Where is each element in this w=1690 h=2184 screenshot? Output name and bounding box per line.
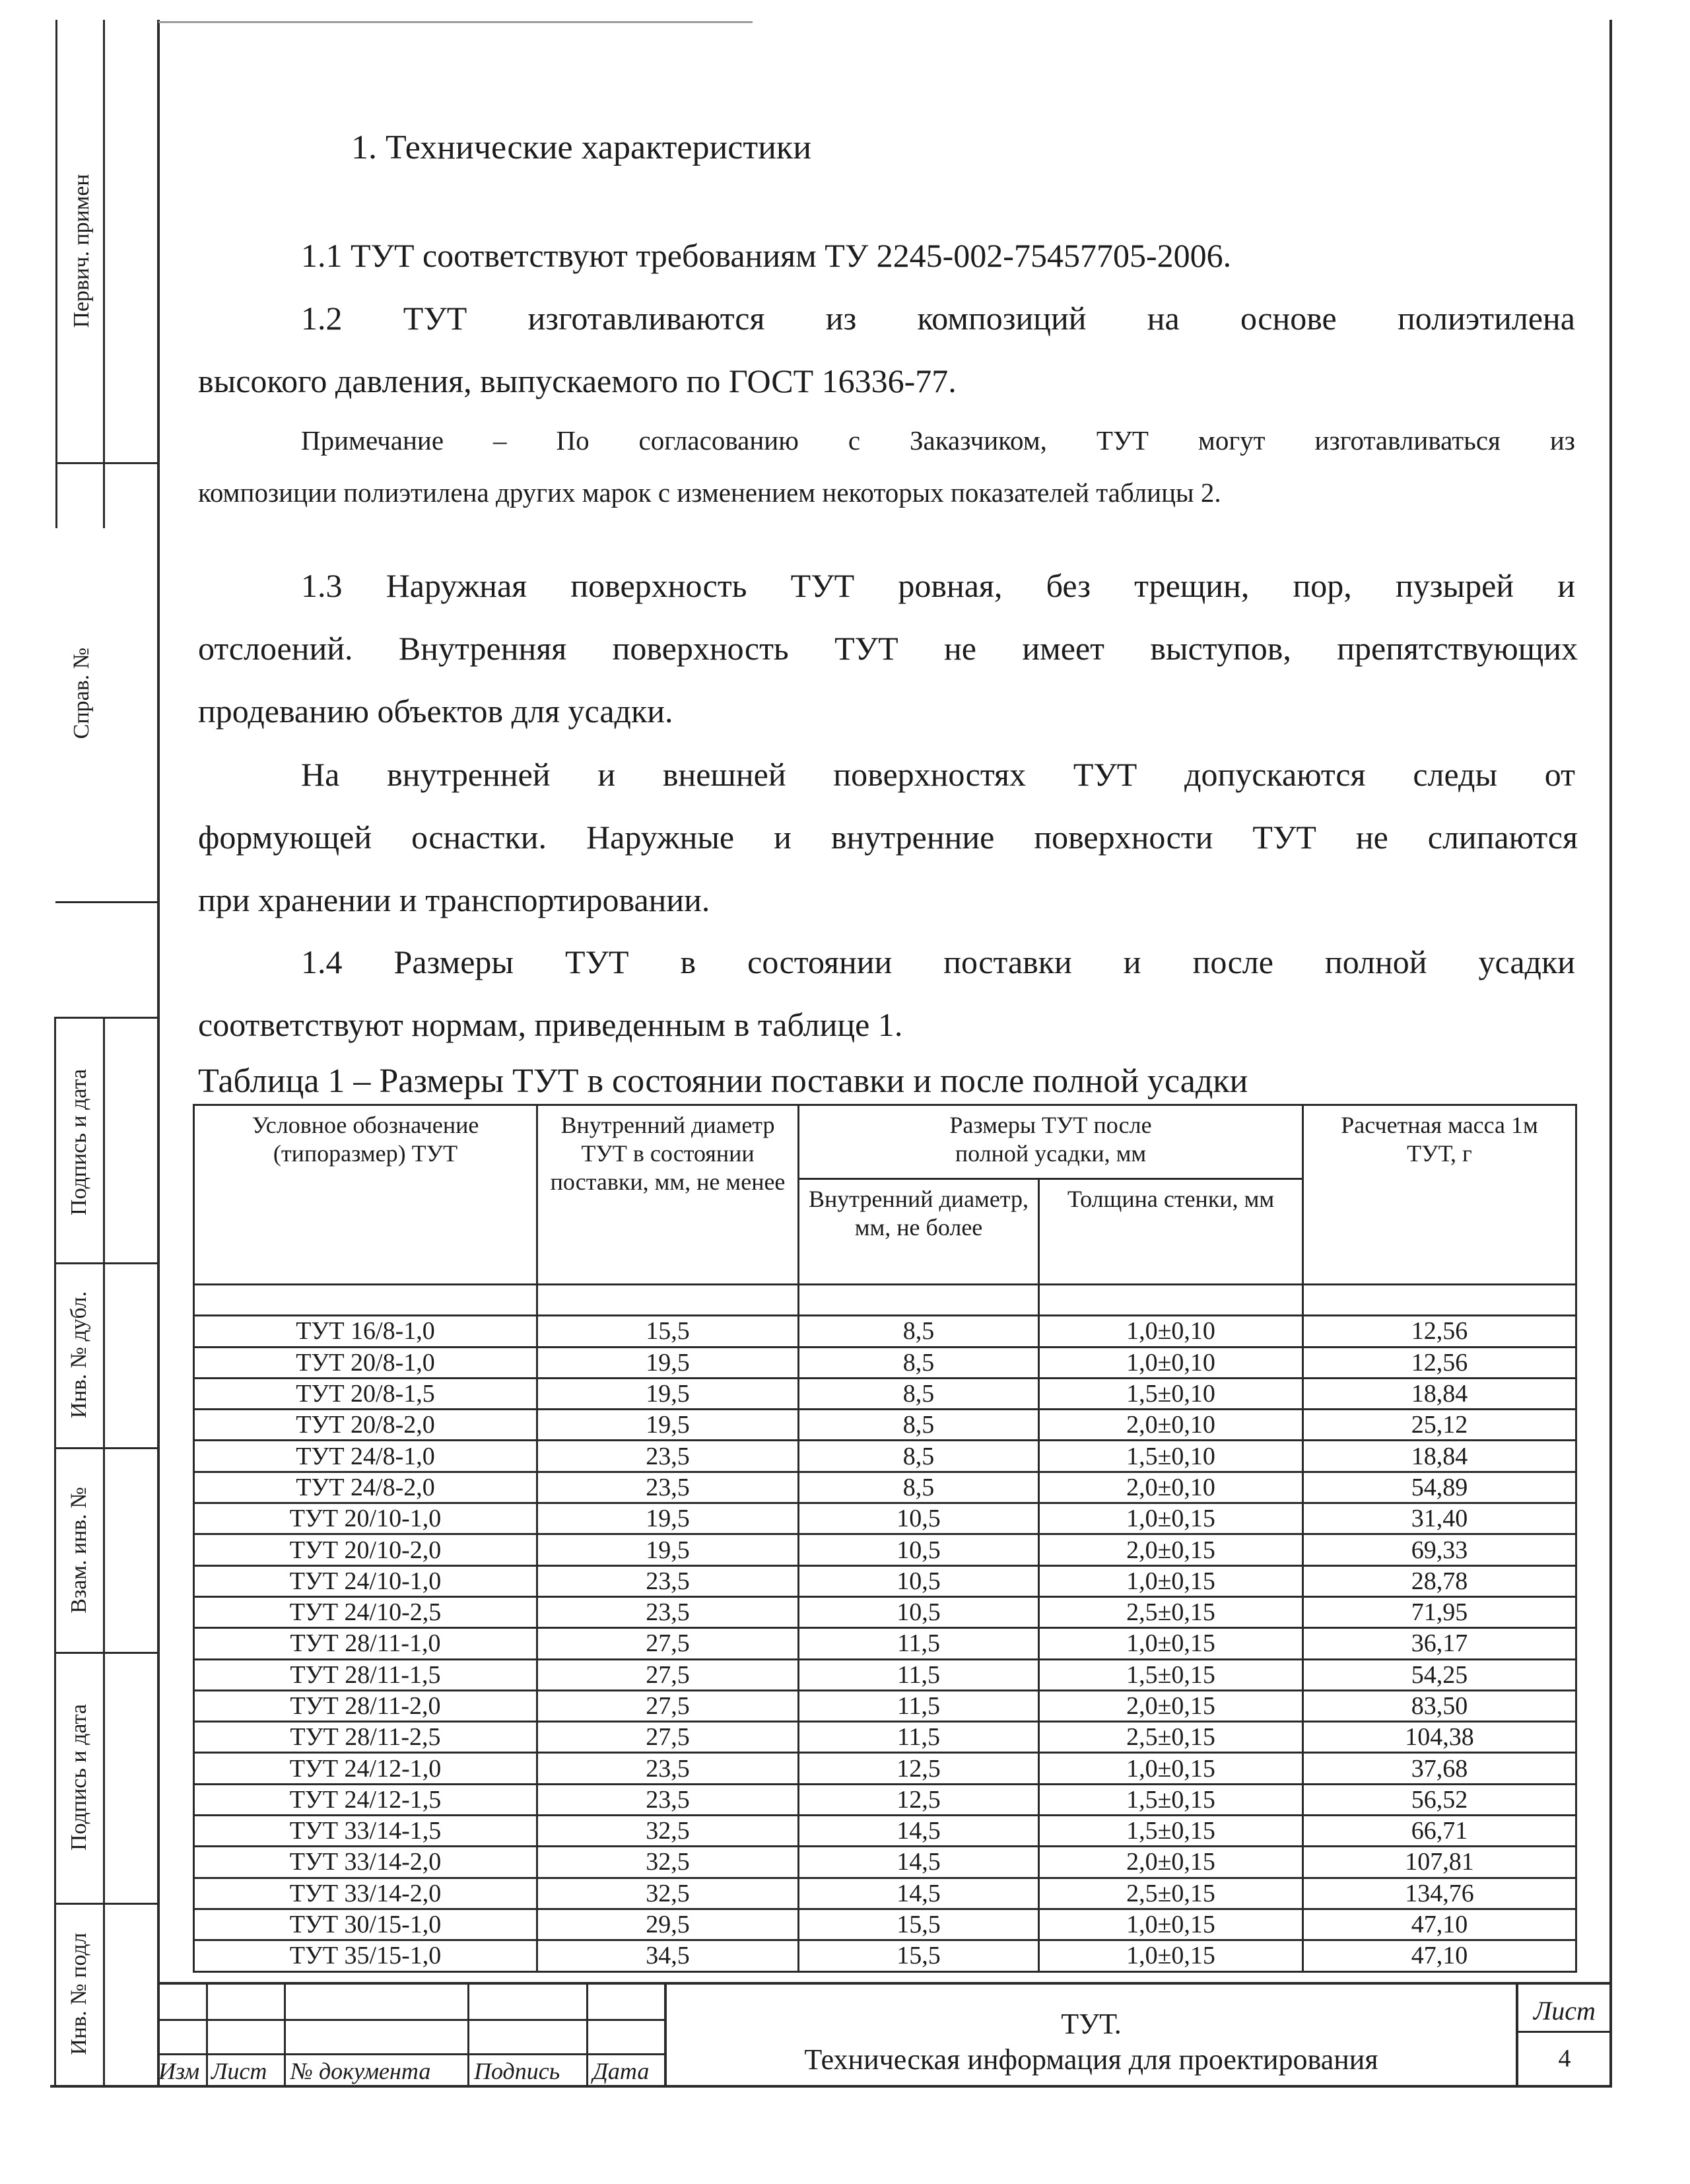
table-caption: Таблица 1 – Размеры ТУТ в состоянии поставки и после полной усадки bbox=[198, 1062, 1248, 1100]
paragraph-1-4-line-2: соответствуют нормам, приведенным в таблице 1. bbox=[198, 1006, 903, 1043]
title-block-label-change: Изм bbox=[158, 2058, 200, 2084]
paragraph-1-3-line-1: 1.3 Наружная поверхность ТУТ ровная, без трещин, пор, пузырей и bbox=[301, 567, 1575, 604]
paragraph-1-2-line-1: 1.2 ТУТ изготавливаются из композиций на основе полиэтилена bbox=[301, 300, 1575, 337]
frame-right-border bbox=[1609, 20, 1612, 2086]
table-row: ТУТ 28/11-1,5 27,5 11,5 1,5±0,15 54,25 bbox=[194, 1659, 1576, 1690]
table-row: ТУТ 24/10-2,5 23,5 10,5 2,5±0,15 71,95 bbox=[194, 1596, 1576, 1627]
table-row: ТУТ 16/8-1,0 15,5 8,5 1,0±0,10 12,56 bbox=[194, 1316, 1576, 1347]
title-block-grid-line bbox=[1516, 2031, 1611, 2033]
header-separator-row bbox=[194, 1285, 1576, 1316]
table-row: ТУТ 28/11-1,0 27,5 11,5 1,0±0,15 36,17 bbox=[194, 1628, 1576, 1659]
stamp-col-mid-line bbox=[103, 1017, 105, 2086]
header-mass: Расчетная масса 1м ТУТ, г bbox=[1303, 1105, 1576, 1285]
document-title-line-1: ТУТ. bbox=[1061, 2008, 1122, 2040]
document-title-line-2: Техническая информация для проектирования bbox=[804, 2043, 1378, 2076]
note-line-2: композиции полиэтилена других марок с изменением некоторых показателей таблицы 2. bbox=[198, 477, 1221, 508]
header-wall-thickness: Толщина стенки, мм bbox=[1039, 1179, 1303, 1285]
sheet-number: 4 bbox=[1558, 2045, 1571, 2072]
stamp-col-outer-line bbox=[54, 1017, 56, 2086]
section-heading: 1. Технические характеристики bbox=[351, 129, 812, 166]
title-block-grid-line bbox=[157, 2019, 665, 2021]
stamp-divider bbox=[54, 1652, 158, 1654]
table-row: ТУТ 33/14-2,0 32,5 14,5 2,5±0,15 134,76 bbox=[194, 1878, 1576, 1909]
title-block-label-sheet: Лист bbox=[211, 2058, 267, 2084]
dimensions-table bbox=[193, 1104, 1577, 1973]
table-row: ТУТ 24/10-1,0 23,5 10,5 1,0±0,15 28,78 bbox=[194, 1565, 1576, 1596]
title-block-grid-line bbox=[206, 1982, 208, 2086]
table-row: ТУТ 28/11-2,0 27,5 11,5 2,0±0,15 83,50 bbox=[194, 1690, 1576, 1721]
table-row: ТУТ 24/12-1,5 23,5 12,5 1,5±0,15 56,52 bbox=[194, 1784, 1576, 1815]
header-inner-diameter-after: Внутренний диаметр, мм, не более bbox=[799, 1179, 1039, 1285]
title-block-label-date: Дата bbox=[593, 2058, 650, 2084]
table-row: ТУТ 20/8-1,0 19,5 8,5 1,0±0,10 12,56 bbox=[194, 1347, 1576, 1378]
title-block-grid-line bbox=[284, 1982, 286, 2086]
sheet-label: Лист bbox=[1534, 1996, 1596, 2026]
table-row: ТУТ 20/8-1,5 19,5 8,5 1,5±0,10 18,84 bbox=[194, 1378, 1576, 1409]
paragraph-inner-surface-line-1: На внутренней и внешней поверхностях ТУТ допускаются следы от bbox=[301, 756, 1575, 793]
header-after-shrink-group: Размеры ТУТ после полной усадки, мм bbox=[799, 1105, 1303, 1179]
stamp-divider bbox=[54, 1262, 158, 1264]
title-block-label-signature: Подпись bbox=[474, 2058, 560, 2084]
stamp-col-outer-line bbox=[55, 20, 57, 528]
paragraph-1-3-line-3: продеванию объектов для усадки. bbox=[198, 693, 673, 730]
frame-left-border bbox=[157, 20, 160, 2086]
table-row: ТУТ 24/8-1,0 23,5 8,5 1,5±0,10 18,84 bbox=[194, 1441, 1576, 1472]
table-row: ТУТ 20/10-2,0 19,5 10,5 2,0±0,15 69,33 bbox=[194, 1534, 1576, 1565]
table-row: ТУТ 28/11-2,5 27,5 11,5 2,5±0,15 104,38 bbox=[194, 1722, 1576, 1753]
paragraph-1-3-line-2: отслоений. Внутренняя поверхность ТУТ не имеет выступов, препятствующих bbox=[198, 630, 1578, 667]
paragraph-1-2-line-2: высокого давления, выпускаемого по ГОСТ 16336-77. bbox=[198, 362, 957, 399]
title-block-top-line bbox=[157, 1982, 1612, 1985]
table-row: ТУТ 24/12-1,0 23,5 12,5 1,0±0,15 37,68 bbox=[194, 1753, 1576, 1784]
table-row: ТУТ 33/14-2,0 32,5 14,5 2,0±0,15 107,81 bbox=[194, 1847, 1576, 1878]
header-designation: Условное обозначение (типоразмер) ТУТ bbox=[194, 1105, 537, 1285]
stamp-divider bbox=[55, 462, 158, 464]
table-row: ТУТ 35/15-1,0 34,5 15,5 1,0±0,15 47,10 bbox=[194, 1940, 1576, 1971]
paragraph-inner-surface-line-3: при хранении и транспортировании. bbox=[198, 881, 710, 918]
title-block-label-document-no: № документа bbox=[290, 2058, 431, 2084]
title-block-grid-line bbox=[157, 2053, 665, 2055]
table-row: ТУТ 33/14-1,5 32,5 14,5 1,5±0,15 66,71 bbox=[194, 1816, 1576, 1847]
paragraph-1-1: 1.1 ТУТ соответствуют требованиям ТУ 2245-002-75457705-2006. bbox=[301, 237, 1232, 274]
stamp-col-mid-line bbox=[103, 20, 105, 528]
table-row: ТУТ 20/10-1,0 19,5 10,5 1,0±0,15 31,40 bbox=[194, 1503, 1576, 1534]
stamp-divider bbox=[54, 1447, 158, 1449]
frame-top-border bbox=[158, 21, 753, 23]
table-row: ТУТ 24/8-2,0 23,5 8,5 2,0±0,10 54,89 bbox=[194, 1472, 1576, 1503]
table-row: ТУТ 30/15-1,0 29,5 15,5 1,0±0,15 47,10 bbox=[194, 1909, 1576, 1940]
stamp-divider bbox=[55, 901, 158, 903]
stamp-divider bbox=[54, 1017, 158, 1019]
table-row: ТУТ 20/8-2,0 19,5 8,5 2,0±0,10 25,12 bbox=[194, 1410, 1576, 1441]
stamp-divider bbox=[54, 1903, 158, 1905]
note-line-1: Примечание – По согласованию с Заказчиком, ТУТ могут изготавливаться из bbox=[301, 425, 1575, 456]
paragraph-inner-surface-line-2: формующей оснастки. Наружные и внутренние поверхности ТУТ не слипаются bbox=[198, 819, 1578, 856]
title-block-grid-line bbox=[467, 1982, 469, 2086]
header-inner-diameter-supply: Внутренний диаметр ТУТ в состоянии поставки, мм, не менее bbox=[537, 1105, 799, 1285]
paragraph-1-4-line-1: 1.4 Размеры ТУТ в состоянии поставки и после полной усадки bbox=[301, 943, 1575, 980]
title-block-grid-line bbox=[586, 1982, 588, 2086]
